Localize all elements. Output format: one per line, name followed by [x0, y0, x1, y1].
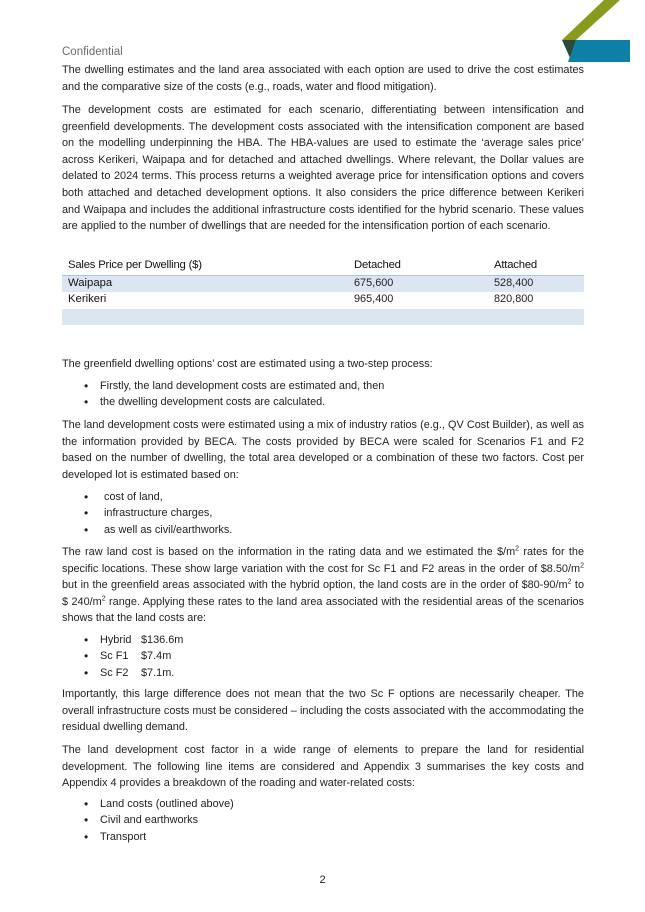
paragraph-importantly: Importantly, this large difference does not mean that the two Sc F options are necessarily cheaper. The overall infrastructure costs must be considered – including the costs associated with the accommodating the residual dwelling demand. — [62, 688, 584, 734]
paragraph-land-development-costs: The land development costs were estimated using a mix of industry ratios (e.g., QV Cost Builder), as well as the information provided by BECA. The costs provided by BECA were scaled for Scenarios F1 and F2 based on the number of dwelling, the total area developed or a combination of these two factors. Cost per developed lot is estimated based on: — [62, 419, 584, 481]
table-header-label: Sales Price per Dwelling ($) — [68, 259, 202, 271]
list-item: • the dwelling development costs are calculated. — [62, 394, 562, 410]
table-row — [62, 276, 584, 292]
list-item: • Civil and earthworks — [62, 812, 562, 828]
paragraph-development-costs: The development costs are estimated for each scenario, differentiating between intensification and greenfield developments. The development costs associated with the intensification component are based on the modelling underpinning the HBA. The HBA-values are used to estimate the ‘average sales price’ across Kerikeri, Waipapa and for detached and attached dwellings. Where relevant, the Dollar values are delated to 2024 terms. This process returns a weighted average price for intensification options and covers both attached and detached development options. It also considers the price difference between Kerikeri and Waipapa and includes the additional infrastructure costs identified for the hybrid scenario. These values are applied to the number of dwellings that are needed for the intensification portion of each scenario. — [62, 104, 584, 233]
list-item: • Hybrid $136.6m — [62, 632, 562, 648]
list-item: • Firstly, the land development costs are estimated and, then — [62, 378, 562, 394]
page-number: 2 — [319, 874, 326, 886]
land-costs-list — [62, 632, 562, 681]
table-cell-location: Kerikeri — [68, 293, 107, 305]
list-item: • as well as civil/earthworks. — [62, 522, 562, 538]
paragraph-dwelling-estimates: The dwelling estimates and the land area associated with each option are used to drive the cost estimates and the comparative size of the costs (e.g., roads, water and flood mitigation). — [62, 64, 584, 93]
table-header-attached: Attached — [494, 259, 537, 271]
table-cell-detached: 675,600 — [354, 277, 394, 289]
paragraph-line-items: The land development cost factor in a wide range of elements to prepare the land for residential development. The following line items are considered and Appendix 3 summarises the key costs and Appendix 4 provides a breakdown of the roading and water-related costs: — [62, 744, 584, 790]
sales-price-table — [62, 258, 584, 325]
paragraph-raw-land-cost: The raw land cost is based on the information in the rating data and we estimated the $\$/m^2$ rates for the specific locations. These show large variation with the cost for Sc F1 and F2 areas in the order of $\$8.50/m^2$ but in the greenfield areas associated with the hybrid option, the land costs are in the order of $\$80-90/m^2$ to $ $240/m^2$ range. Applying these rates to the land area associated with the residential areas of the scenarios shows that the land costs are: — [62, 545, 585, 625]
list-item: • Sc F2 $7.1m. — [62, 665, 562, 681]
logo-olive-shape — [562, 0, 620, 40]
table-empty-row — [62, 309, 584, 325]
logo-teal-shape — [568, 40, 630, 62]
table-cell-detached: 965,400 — [354, 293, 394, 305]
list-item: • infrastructure charges, — [62, 505, 562, 521]
table-cell-attached: 528,400 — [494, 277, 534, 289]
line-items-list — [62, 796, 562, 845]
two-step-list — [62, 378, 562, 411]
table-cell-attached: 820,800 — [494, 293, 534, 305]
list-item: • cost of land, — [62, 489, 562, 505]
cost-per-lot-list — [62, 489, 562, 538]
list-item: • Sc F1 $7.4m — [62, 648, 562, 664]
table-cell-location: Waipapa — [68, 277, 113, 289]
list-item: • Land costs (outlined above) — [62, 796, 562, 812]
confidential-label: Confidential — [62, 46, 123, 58]
table-row — [62, 292, 584, 308]
table-header-detached: Detached — [354, 259, 401, 271]
company-logo — [558, 0, 630, 62]
list-item: • Transport — [62, 829, 562, 845]
paragraph-greenfield-intro: The greenfield dwelling options’ cost are estimated using a two-step process: — [62, 358, 433, 370]
table-header-row — [62, 258, 584, 276]
